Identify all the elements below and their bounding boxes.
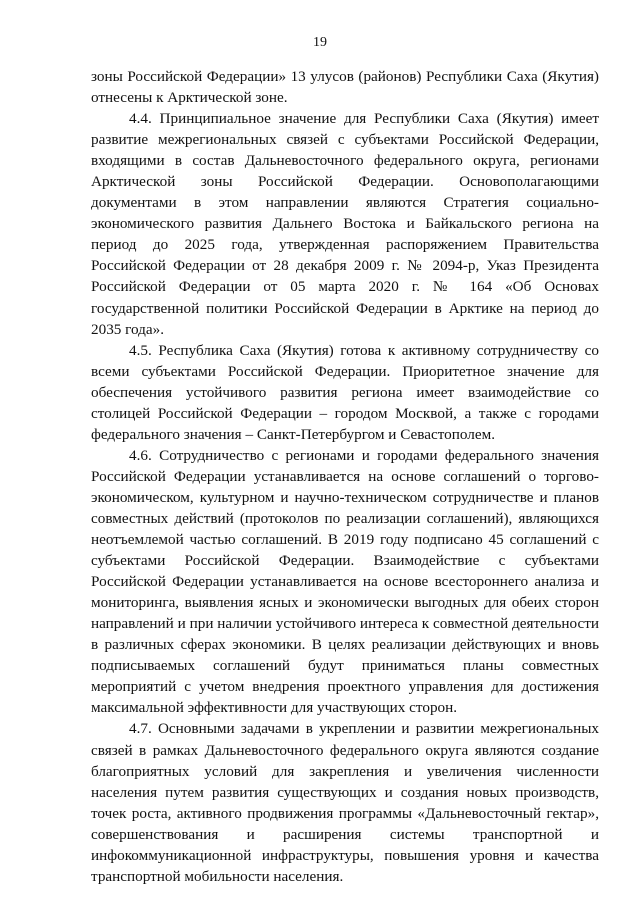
document-body (91, 66, 599, 887)
paragraph-4-6: 4.6. Сотрудничество с регионами и городами федерального значения Российской Федерации устанавливается на основе соглашений о торгово-экономическом, культурном и научно-техническом сотрудничестве и планов совместных действий (протоколов по реализации соглашений), являющихся неотъемлемой частью соглашений. В 2019 году подписано 45 соглашений с субъектами Российской Федерации. Взаимодействие с субъектами Российской Федерации устанавливается на основе всестороннего анализа и мониторинга, выявления ясных и экономически выгодных для обеих сторон направлений и при наличии устойчивого интереса к совместной деятельности в различных сферах экономики. В целях реализации действующих и вновь подписываемых соглашений будут приниматься планы совместных мероприятий с учетом внедрения проектного управления для достижения максимальной эффективности для участвующих сторон. (91, 446, 599, 717)
paragraph-4-7: 4.7. Основными задачами в укреплении и развитии межрегиональных связей в рамках Дальневосточного федерального округа являются создание благоприятных условий для закрепления и увеличения численности населения путем развития существующих и создания новых производств, точек роста, активного продвижения программы «Дальневосточный гектар», совершенствования и расширения системы транспортной и инфокоммуникационной инфраструктуры, повышения уровня и качества транспортной мобильности населения. (91, 720, 599, 885)
paragraph-4-5: 4.5. Республика Саха (Якутия) готова к активному сотрудничеству со всеми субъектами Российской Федерации. Приоритетное значение для обеспечения устойчивого развития региона имеет взаимодействие со столицей Российской Федерации – городом Москвой, а также с городами федерального значения – Санкт-Петербургом и Севастополем. (91, 341, 599, 443)
page-number: 19 (313, 35, 327, 50)
paragraph-continuation: зоны Российской Федерации» 13 улусов (районов) Республики Саха (Якутия) отнесены к Арктической зоне. (91, 68, 599, 107)
paragraph-4-4: 4.4. Принципиальное значение для Республики Саха (Якутия) имеет развитие межрегиональных связей с субъектами Российской Федерации, входящими в состав Дальневосточного федерального округа, регионами Арктической зоны Российской Федерации. Основополагающими документами в этом направлении являются Стратегия социально-экономического развития Дальнего Востока и Байкальского региона на период до 2025 года, утвержденная распоряжением Правительства Российской Федерации от 28 декабря 2009 г. № 2094-р, Указ Президента Российской Федерации от 05 марта 2020 г. № 164 «Об Основах государственной политики Российской Федерации в Арктике на период до 2035 года». (91, 110, 599, 338)
